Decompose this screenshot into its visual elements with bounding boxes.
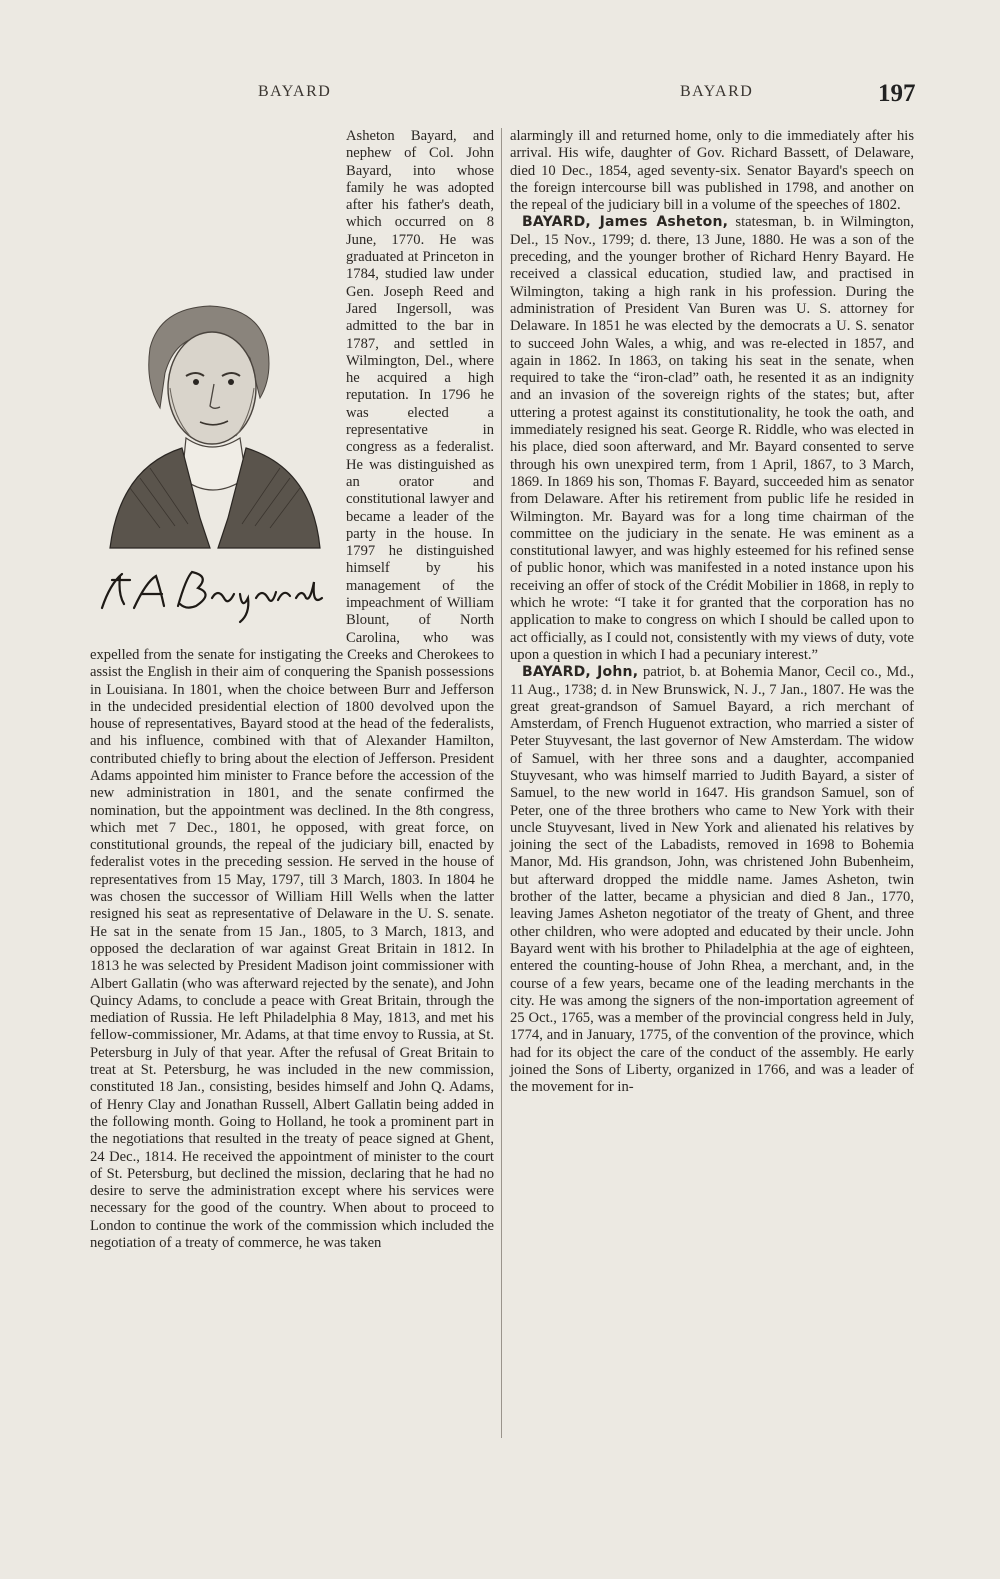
right-column [510, 128, 914, 1097]
entry-james-asheton-bayard [510, 214, 914, 664]
entry-text-paragraph: Asheton Bayard, and nephew of Col. John Bayard, into whose family he was adopted after his father's death, which occurred on 8 June, 1770. He was graduated at Princeton in 1784, studied law under Gen. Joseph Reed and Jared Ingersoll, was admitted to the bar in 1787, and settled in Wilmington, Del., where he acquired a high reputation. In 1796 he was elected a representative in congress as a federalist. He was distinguished as an orator and constitutional lawyer and became a leader of the party in the house. In 1797 he distinguished himself by his management of the impeachment of William Blount, of North Carolina, who was expelled from the senate for instigating the Creeks and Cherokees to assist the English in their aim of conquering the Spanish possessions in Louisiana. In 1801, when the choice between Burr and Jefferson in the undecided presidential election of 1800 devolved upon the house of representatives, Bayard stood at the head of the federalists, and his influence, combined with that of Alexander Hamilton, contributed chiefly to bring about the election of Jefferson. President Adams appointed him minister to France before the accession of the new administration in 1801, and the senate confirmed the nomination, but the appointment was declined. In the 8th congress, which met 7 Dec., 1801, he opposed, with great force, on constitutional grounds, the repeal of the judiciary bill, enacted by federalist votes in the preceding session. He served in the house of representatives from 15 May, 1797, till 3 March, 1803. In 1804 he was chosen the successor of William Hill Wells when the latter resigned his seat as representative of Delaware in the U. S. senate. He sat in the senate from 15 Jan., 1805, to 3 March, 1813, and opposed the declaration of war against Great Britain in 1812. In 1813 he was selected by President Madison joint commissioner with Albert Gallatin (who was afterward rejected by the senate), and John Quincy Adams, to conclude a peace with Great Britain, through the mediation of Russia. He left Philadelphia 8 May, 1813, and met his fellow-commissioner, Mr. Adams, at that time envoy to Russia, at St. Petersburg in July of that year. After the refusal of Great Britain to treat at St. Petersburg, he was included in the new commission, constituted 18 Jan., consisting, besides himself and John Q. Adams, of Henry Clay and Jonathan Russell, Albert Gallatin being added in the following month. Going to Holland, he took a prominent part in the negotiations that resulted in the treaty of peace signed at Ghent, 24 Dec., 1814. He received the appointment of minister to the court of St. Petersburg, but declined the mission, declaring that he had no desire to serve the administration except where his services were necessary for the good of the country. When about to proceed to London to continue the work of the commission which included the negotiation of a treaty of commerce, he was taken [90, 128, 494, 1251]
running-head-left: BAYARD [258, 83, 332, 100]
entry-body: statesman, b. in Wilmington, Del., 15 Nov., 1799; d. there, 13 June, 1880. He was a son of the preceding, and the younger brother of Richard Henry Bayard. He received a classical education, studied law, and practised in Wilmington, taking a high rank in his profession. During the administration of President Van Buren was U. S. attorney for Delaware. In 1851 he was elected by the democrats a U. S. senator to succeed John Wales, a whig, and was re-elected in 1857, and again in 1862. In 1863, on taking his seat in the senate, when required to take the “iron-clad” oath, he resented it as an indignity and an invasion of the sovereign rights of the states; but, after uttering a protest against its constitutionality, he took the oath, and immediately resigned his seat. George R. Riddle, who was elected in his place, died soon afterward, and Mr. Bayard consented to serve through his own unexpired term, from 1 April, 1867, to 3 March, 1869. In 1869 his son, Thomas F. Bayard, succeeded him as senator from Delaware. After his retirement from public life he resided in Wilmington. Mr. Bayard was for a long time chairman of the committee on the judiciary in the senate. He was eminent as a constitutional lawyer, and was highly esteemed for his refined sense of public honor, which was manifested in a noted instance upon his receiving an offer of stock of the Crédit Mobilier in 1868, in reply to which he wrote: “I take it for granted that the corporation has no application to make to congress on which I should be called upon to act officially, as I could not, consistently with my views of duty, vote upon a question in which I had a pecuniary interest.” [510, 214, 914, 663]
entry-headword: BAYARD, James Asheton, [522, 214, 729, 231]
signature-graphic [102, 572, 322, 622]
left-column [90, 128, 494, 1252]
portrait-engraving [90, 288, 340, 630]
entry-john-bayard [510, 664, 914, 1096]
entry-headword: BAYARD, John, [522, 664, 639, 681]
page-number: 197 [878, 80, 916, 107]
running-head-right: BAYARD [680, 83, 754, 100]
entry-body: patriot, b. at Bohemia Manor, Cecil co., Md., 11 Aug., 1738; d. in New Brunswick, N. J., 7 Jan., 1807. He was the great great-grandson of Samuel Bayard, a rich merchant of Amsterdam, of French Huguenot extraction, who married a sister of Peter Stuyvesant, the last governor of New Amsterdam. The widow of Samuel, with her three sons and a daughter, accompanied Stuyvesant, who was himself married to Judith Bayard, a sister of Samuel, to the new world in 1647. His grandson Samuel, son of Peter, one of the three brothers who came to New York with their uncle Stuyvesant, lived in New York and alienated his relatives by joining the sect of the Labadists, removed in 1698 to Bohemia Manor, Md. His grandson, John, was christened John Bubenheim, but afterward dropped the middle name. James Asheton, twin brother of the latter, became a physician and died 8 Jan., 1770, leaving James Asheton negotiator of the treaty of Ghent, and three other children, who were adopted and educated by their uncle. John Bayard went with his brother to Philadelphia at the age of eighteen, entered the counting-house of John Rhea, a merchant, and, in the course of a few years, became one of the leading merchants in the city. He was among the signers of the non-importation agreement of 25 Oct., 1765, was a member of the provincial congress held in July, 1774, and in January, 1775, of the convention of the province, which had for its object the care of the conduct of the assembly. He early joined the Sons of Liberty, organized in 1766, and was a leader of the movement for in- [510, 664, 914, 1096]
portrait-figure [90, 288, 340, 630]
column-divider [501, 128, 502, 1438]
entry-text-paragraph: alarmingly ill and returned home, only to die immediately after his arrival. His wife, daughter of Gov. Richard Bassett, of Delaware, died 10 Dec., 1854, aged seventy-six. Senator Bayard's speech on the foreign intercourse bill was published in 1798, and another on the repeal of the judiciary bill in a volume of the speeches of 1802. [510, 128, 914, 214]
